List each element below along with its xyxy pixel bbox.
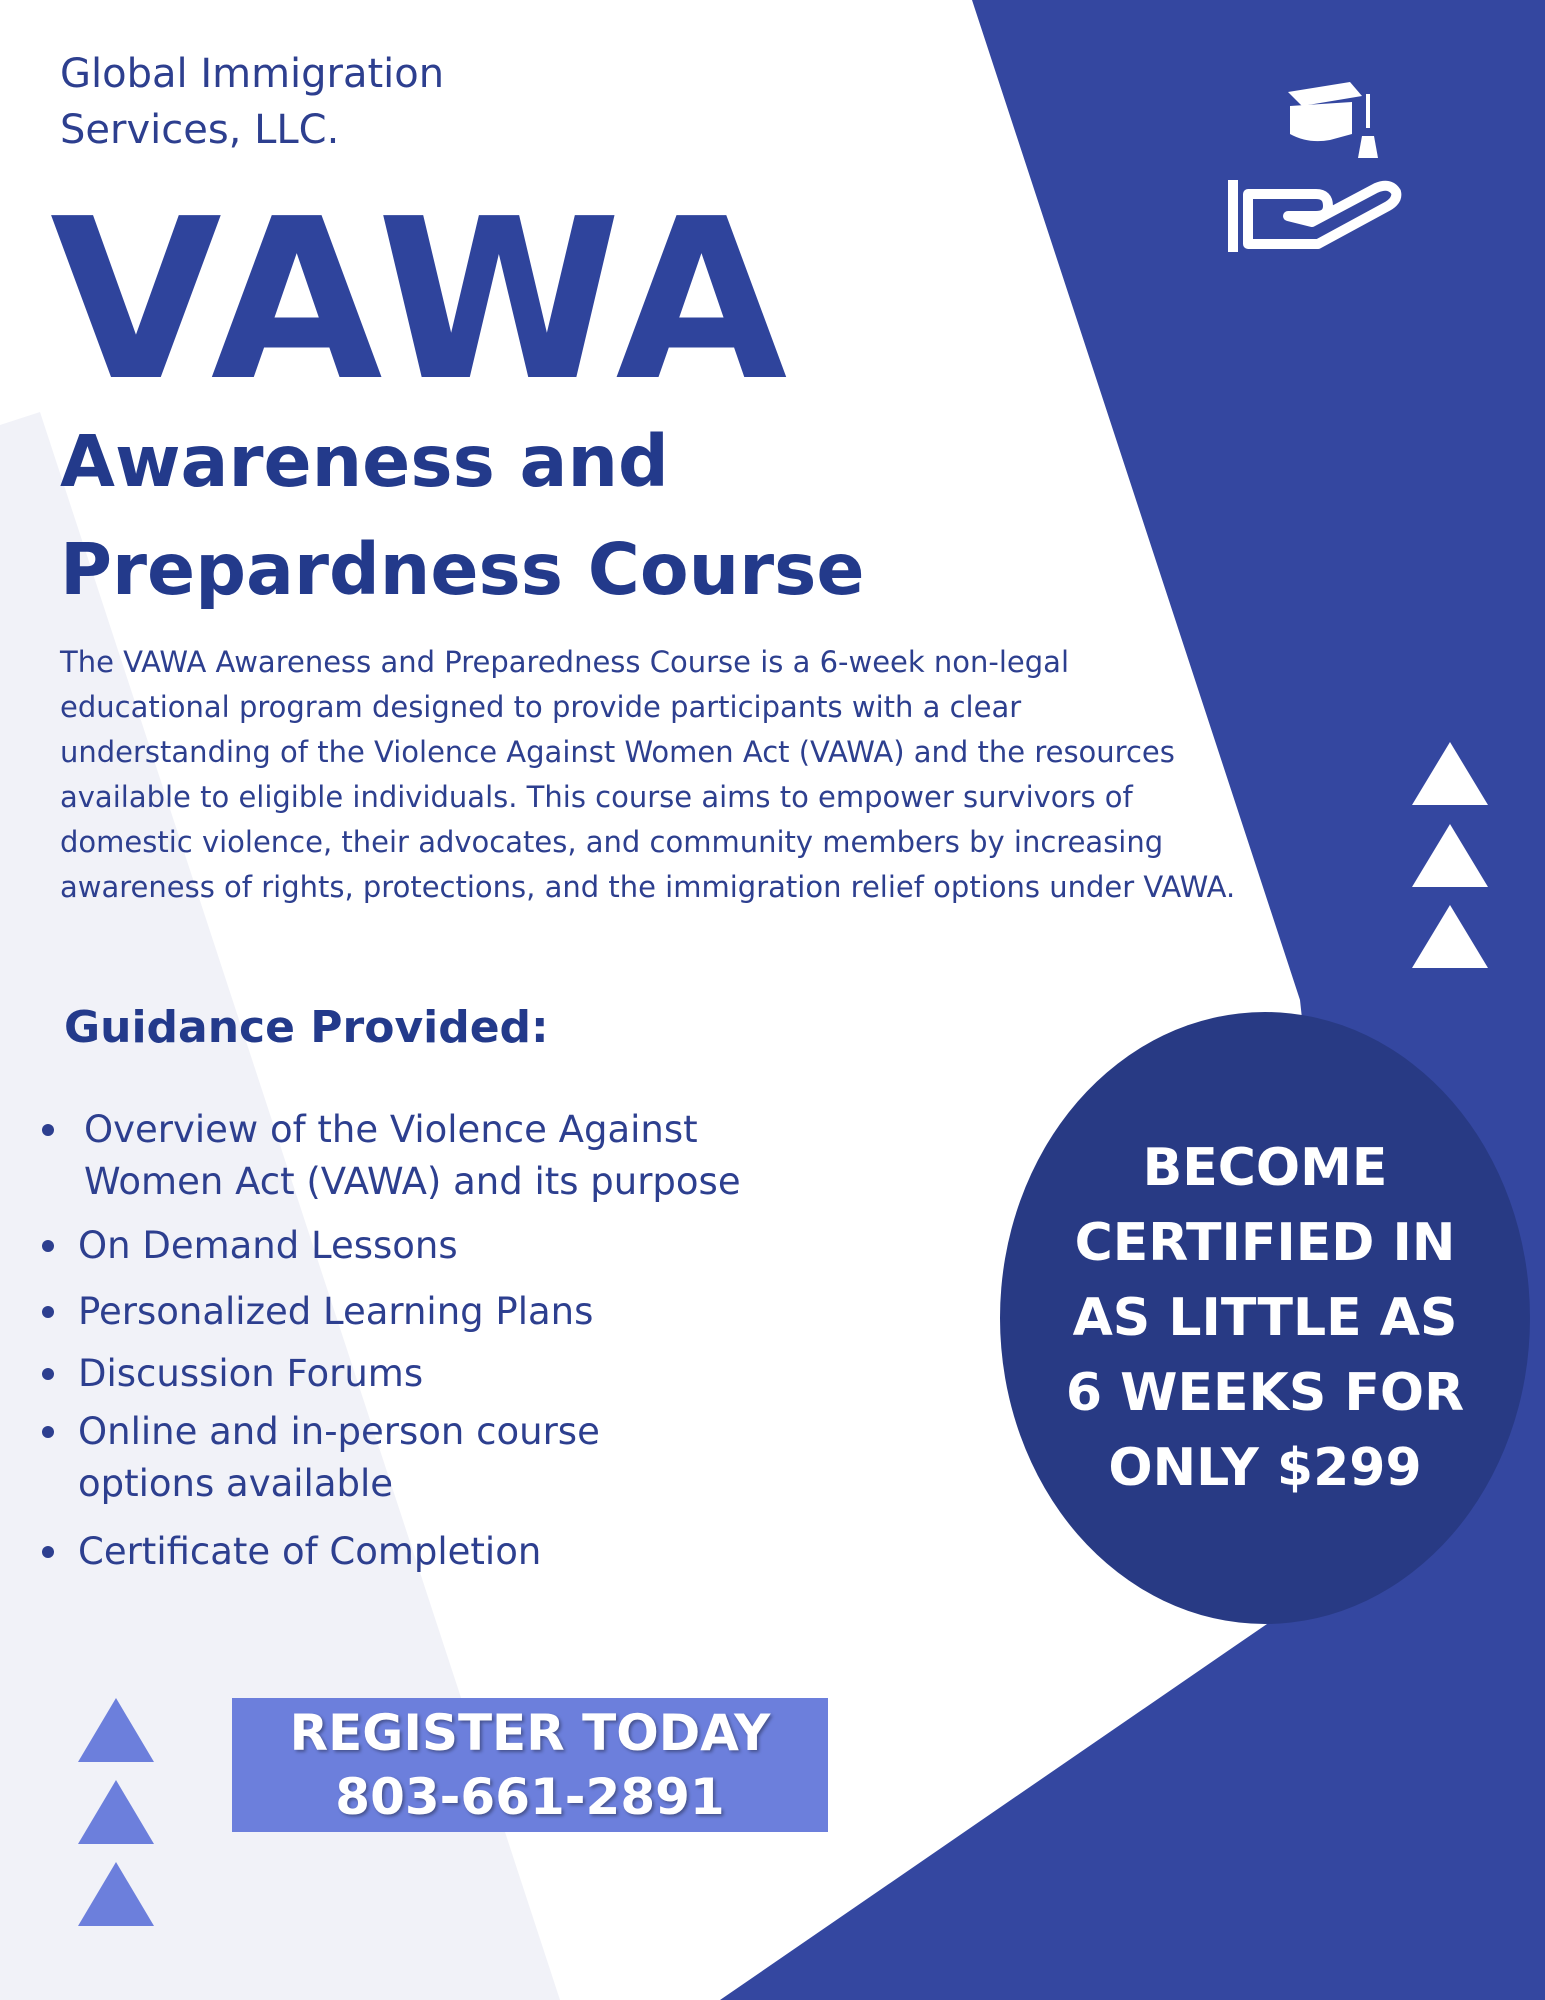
subtitle-line1: Awareness and — [60, 420, 669, 503]
phone-number: 803-661-2891 — [335, 1768, 725, 1826]
bullet-icon — [42, 1124, 54, 1136]
list-item-text: Certificate of Completion — [78, 1530, 542, 1573]
register-label: REGISTER TODAY — [289, 1704, 771, 1762]
bullet-icon — [42, 1306, 54, 1318]
course-description: The VAWA Awareness and Preparedness Course is a 6-week non-legal educational program designed to provide participants with a clear understanding of the Violence Against Women Act (VAWA) and the resources available to eligible individuals. This course aims to empower survivors of domestic violence, their advocates, and community members by increasing awareness of rights, protections, and the immigration relief options under VAWA. — [60, 645, 1236, 904]
bullet-icon — [42, 1426, 54, 1438]
list-item-text: On Demand Lessons — [78, 1224, 458, 1267]
register-callout — [232, 1698, 828, 1832]
graduation-cap-hand-icon — [1228, 76, 1428, 266]
promo-text — [1065, 1131, 1465, 1506]
main-title: VAWA — [50, 172, 792, 430]
guidance-list — [38, 1104, 838, 1578]
promo-circle — [1000, 1012, 1530, 1624]
list-item — [38, 1286, 838, 1338]
list-item — [38, 1220, 838, 1272]
list-item-text: Overview of the Violence Against Women Act (VAWA) and its purpose — [84, 1108, 741, 1203]
guidance-heading: Guidance Provided: — [64, 1002, 549, 1053]
list-item-text: Online and in-person course options available — [78, 1410, 600, 1505]
bullet-icon — [42, 1368, 54, 1380]
promo-line: AS LITTLE AS — [1072, 1287, 1458, 1348]
list-item-text: Discussion Forums — [78, 1352, 424, 1395]
promo-line: ONLY $299 — [1108, 1437, 1422, 1498]
bullet-icon — [42, 1546, 54, 1558]
bullet-icon — [42, 1240, 54, 1252]
promo-line: BECOME — [1142, 1137, 1388, 1198]
subtitle — [60, 408, 960, 624]
blue-diagonal-panel — [720, 0, 1545, 2000]
promo-line: CERTIFIED IN — [1074, 1212, 1456, 1273]
company-name-line2: Services, LLC. — [60, 107, 340, 153]
list-item-text: Personalized Learning Plans — [78, 1290, 594, 1333]
list-item — [38, 1348, 838, 1400]
list-item — [38, 1406, 718, 1510]
list-item — [38, 1526, 838, 1578]
company-name — [60, 46, 444, 158]
company-name-line1: Global Immigration — [60, 51, 445, 97]
subtitle-line2: Prepardness Course — [60, 528, 865, 611]
promo-line: 6 WEEKS FOR — [1065, 1362, 1465, 1423]
list-item — [38, 1104, 838, 1208]
